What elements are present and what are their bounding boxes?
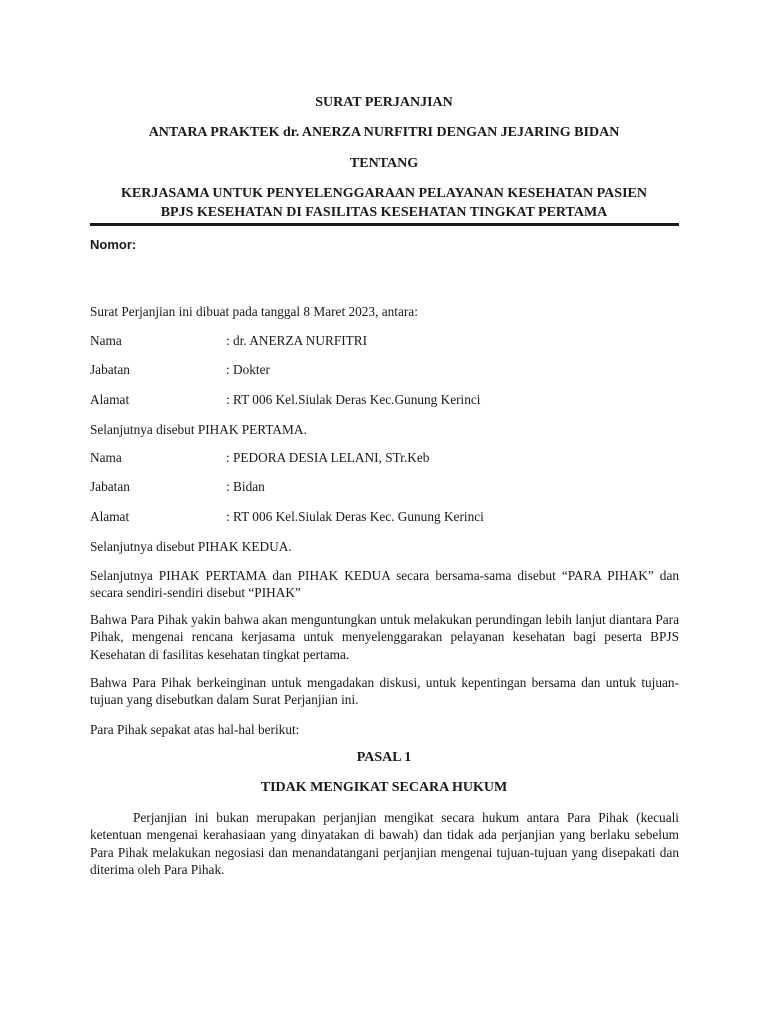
- party2-address-value: : RT 006 Kel.Siulak Deras Kec. Gunung Kerinci: [226, 509, 484, 524]
- party1-name-label: Nama: [90, 333, 122, 348]
- header-divider: [90, 223, 679, 226]
- bahwa-paragraph-1: Bahwa Para Pihak yakin bahwa akan menguntungkan untuk melakukan perundingan lebih lanjut diantara Para Pihak, mengenai rencana kerjasama untuk menyelenggarakan pelayanan kesehatan bagi peserta BPJS Kesehatan di fasilitas kesehatan tingkat pertama.: [90, 612, 679, 662]
- sepakat-paragraph: Para Pihak sepakat atas hal-hal berikut:: [90, 722, 300, 737]
- document-subject-line-2: BPJS KESEHATAN DI FASILITAS KESEHATAN TINGKAT PERTAMA: [160, 205, 608, 220]
- intro-text: Surat Perjanjian ini dibuat pada tanggal 8 Maret 2023, antara:: [90, 304, 418, 319]
- party1-position-value: : Dokter: [226, 362, 270, 377]
- party1-address-value: : RT 006 Kel.Siulak Deras Kec.Gunung Kerinci: [226, 392, 481, 407]
- party2-address-label: Alamat: [90, 509, 130, 524]
- nomor-label: Nomor:: [90, 237, 137, 252]
- party1-address-label: Alamat: [90, 392, 130, 407]
- party2-position-value: : Bidan: [226, 479, 265, 494]
- pasal-1-title: TIDAK MENGIKAT SECARA HUKUM: [260, 780, 508, 795]
- bahwa-paragraph-2: Bahwa Para Pihak berkeinginan untuk mengadakan diskusi, untuk kepentingan bersama dan untuk tujuan-tujuan yang disebutkan dalam Surat Perjanjian ini.: [90, 675, 679, 708]
- para-pihak-paragraph: Selanjutnya PIHAK PERTAMA dan PIHAK KEDUA secara bersama-sama disebut “PARA PIHAK” dan secara sendiri-sendiri disebut “PIHAK”: [90, 568, 679, 601]
- party2-name-value: : PEDORA DESIA LELANI, STr.Keb: [226, 450, 430, 465]
- pasal-1-body: Perjanjian ini bukan merupakan perjanjian mengikat secara hukum antara Para Pihak (kecuali ketentuan mengenai kerahasiaan yang dinyatakan di bawah) dan tidak ada perjanjian yang berlaku sebelum Para Pihak melakukan negosiasi dan menandatangani perjanjian mengenai tujuan-tujuan yang disepakati dan diterima oleh Para Pihak.: [90, 810, 679, 878]
- party2-designation: Selanjutnya disebut PIHAK KEDUA.: [90, 539, 292, 554]
- document-title: SURAT PERJANJIAN: [315, 95, 453, 110]
- party2-position-label: Jabatan: [90, 479, 130, 494]
- document-about-heading: TENTANG: [349, 156, 419, 171]
- document-subject-line-1: KERJASAMA UNTUK PENYELENGGARAAN PELAYANAN KESEHATAN PASIEN: [121, 186, 647, 201]
- party1-name-value: : dr. ANERZA NURFITRI: [226, 333, 368, 348]
- party1-designation: Selanjutnya disebut PIHAK PERTAMA.: [90, 422, 307, 437]
- party1-position-label: Jabatan: [90, 362, 130, 377]
- document-parties-heading: ANTARA PRAKTEK dr. ANERZA NURFITRI DENGAN JEJARING BIDAN: [148, 125, 620, 140]
- party2-name-label: Nama: [90, 450, 122, 465]
- pasal-1-number: PASAL 1: [356, 750, 412, 765]
